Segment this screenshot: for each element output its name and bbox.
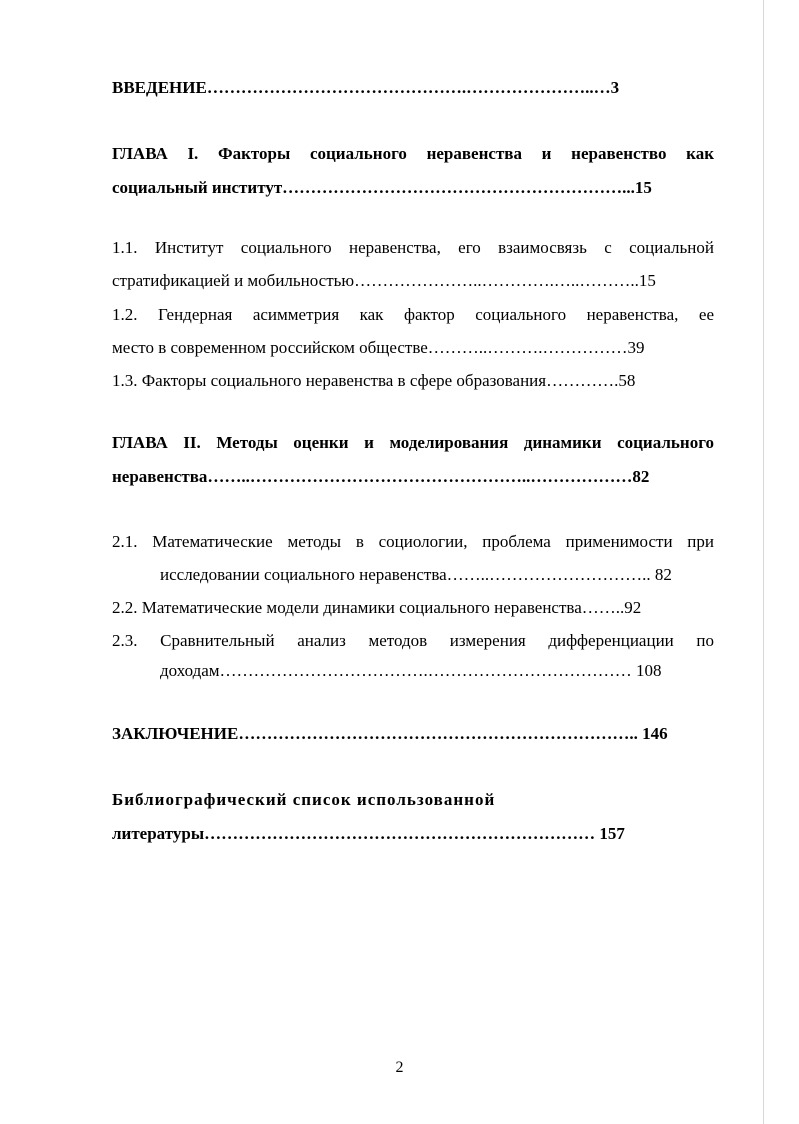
toc-section-2-2: 2.2. Математические модели динамики социального неравенства……..92 xyxy=(112,598,642,617)
toc-section-2-3-title: 2.3. Сравнительный анализ методов измерения дифференциации по xyxy=(112,631,714,650)
toc-intro: ВВЕДЕНИЕ……………………………………….…………………..…3 xyxy=(112,78,620,97)
toc-bibliography-title: Библиографический список использованной xyxy=(112,790,496,809)
toc-section-1-1-title: 1.1. Институт социального неравенства, его взаимосвязь с социальной xyxy=(112,238,714,257)
toc-section-2-1-title: 2.1. Математические методы в социологии, проблема применимости при xyxy=(112,532,714,551)
toc-section-1-3: 1.3. Факторы социального неравенства в сфере образования………….58 xyxy=(112,371,636,390)
toc-section-1-2-title: 1.2. Гендерная асимметрия как фактор социального неравенства, ее xyxy=(112,305,714,324)
toc-section-2-1-page: исследовании социального неравенства……..……………………….. 82 xyxy=(160,565,672,584)
toc-chapter-2-page: неравенства……..…………………………………………..………………82 xyxy=(112,467,650,486)
toc-conclusion: ЗАКЛЮЧЕНИЕ…………………………………………………………….. 146 xyxy=(112,724,668,743)
toc-section-1-1-page: стратификацией и мобильностью…………………..………….…..………..15 xyxy=(112,271,656,290)
toc-chapter-1-page: социальный институт……………………………………………………...15 xyxy=(112,178,652,197)
toc-chapter-1-title: ГЛАВА I. Факторы социального неравенства и неравенство как xyxy=(112,144,714,163)
toc-section-2-3-page: доходам……………………………….……………………………… 108 xyxy=(160,661,662,680)
toc-bibliography-page: литературы…………………………………………………………… 157 xyxy=(112,824,625,843)
page-edge-line xyxy=(763,0,764,1124)
page-number: 2 xyxy=(395,1059,404,1076)
toc-section-1-2-page: место в современном российском обществе………..……….……………39 xyxy=(112,338,645,357)
toc-chapter-2-title: ГЛАВА II. Методы оценки и моделирования динамики социального xyxy=(112,433,714,452)
